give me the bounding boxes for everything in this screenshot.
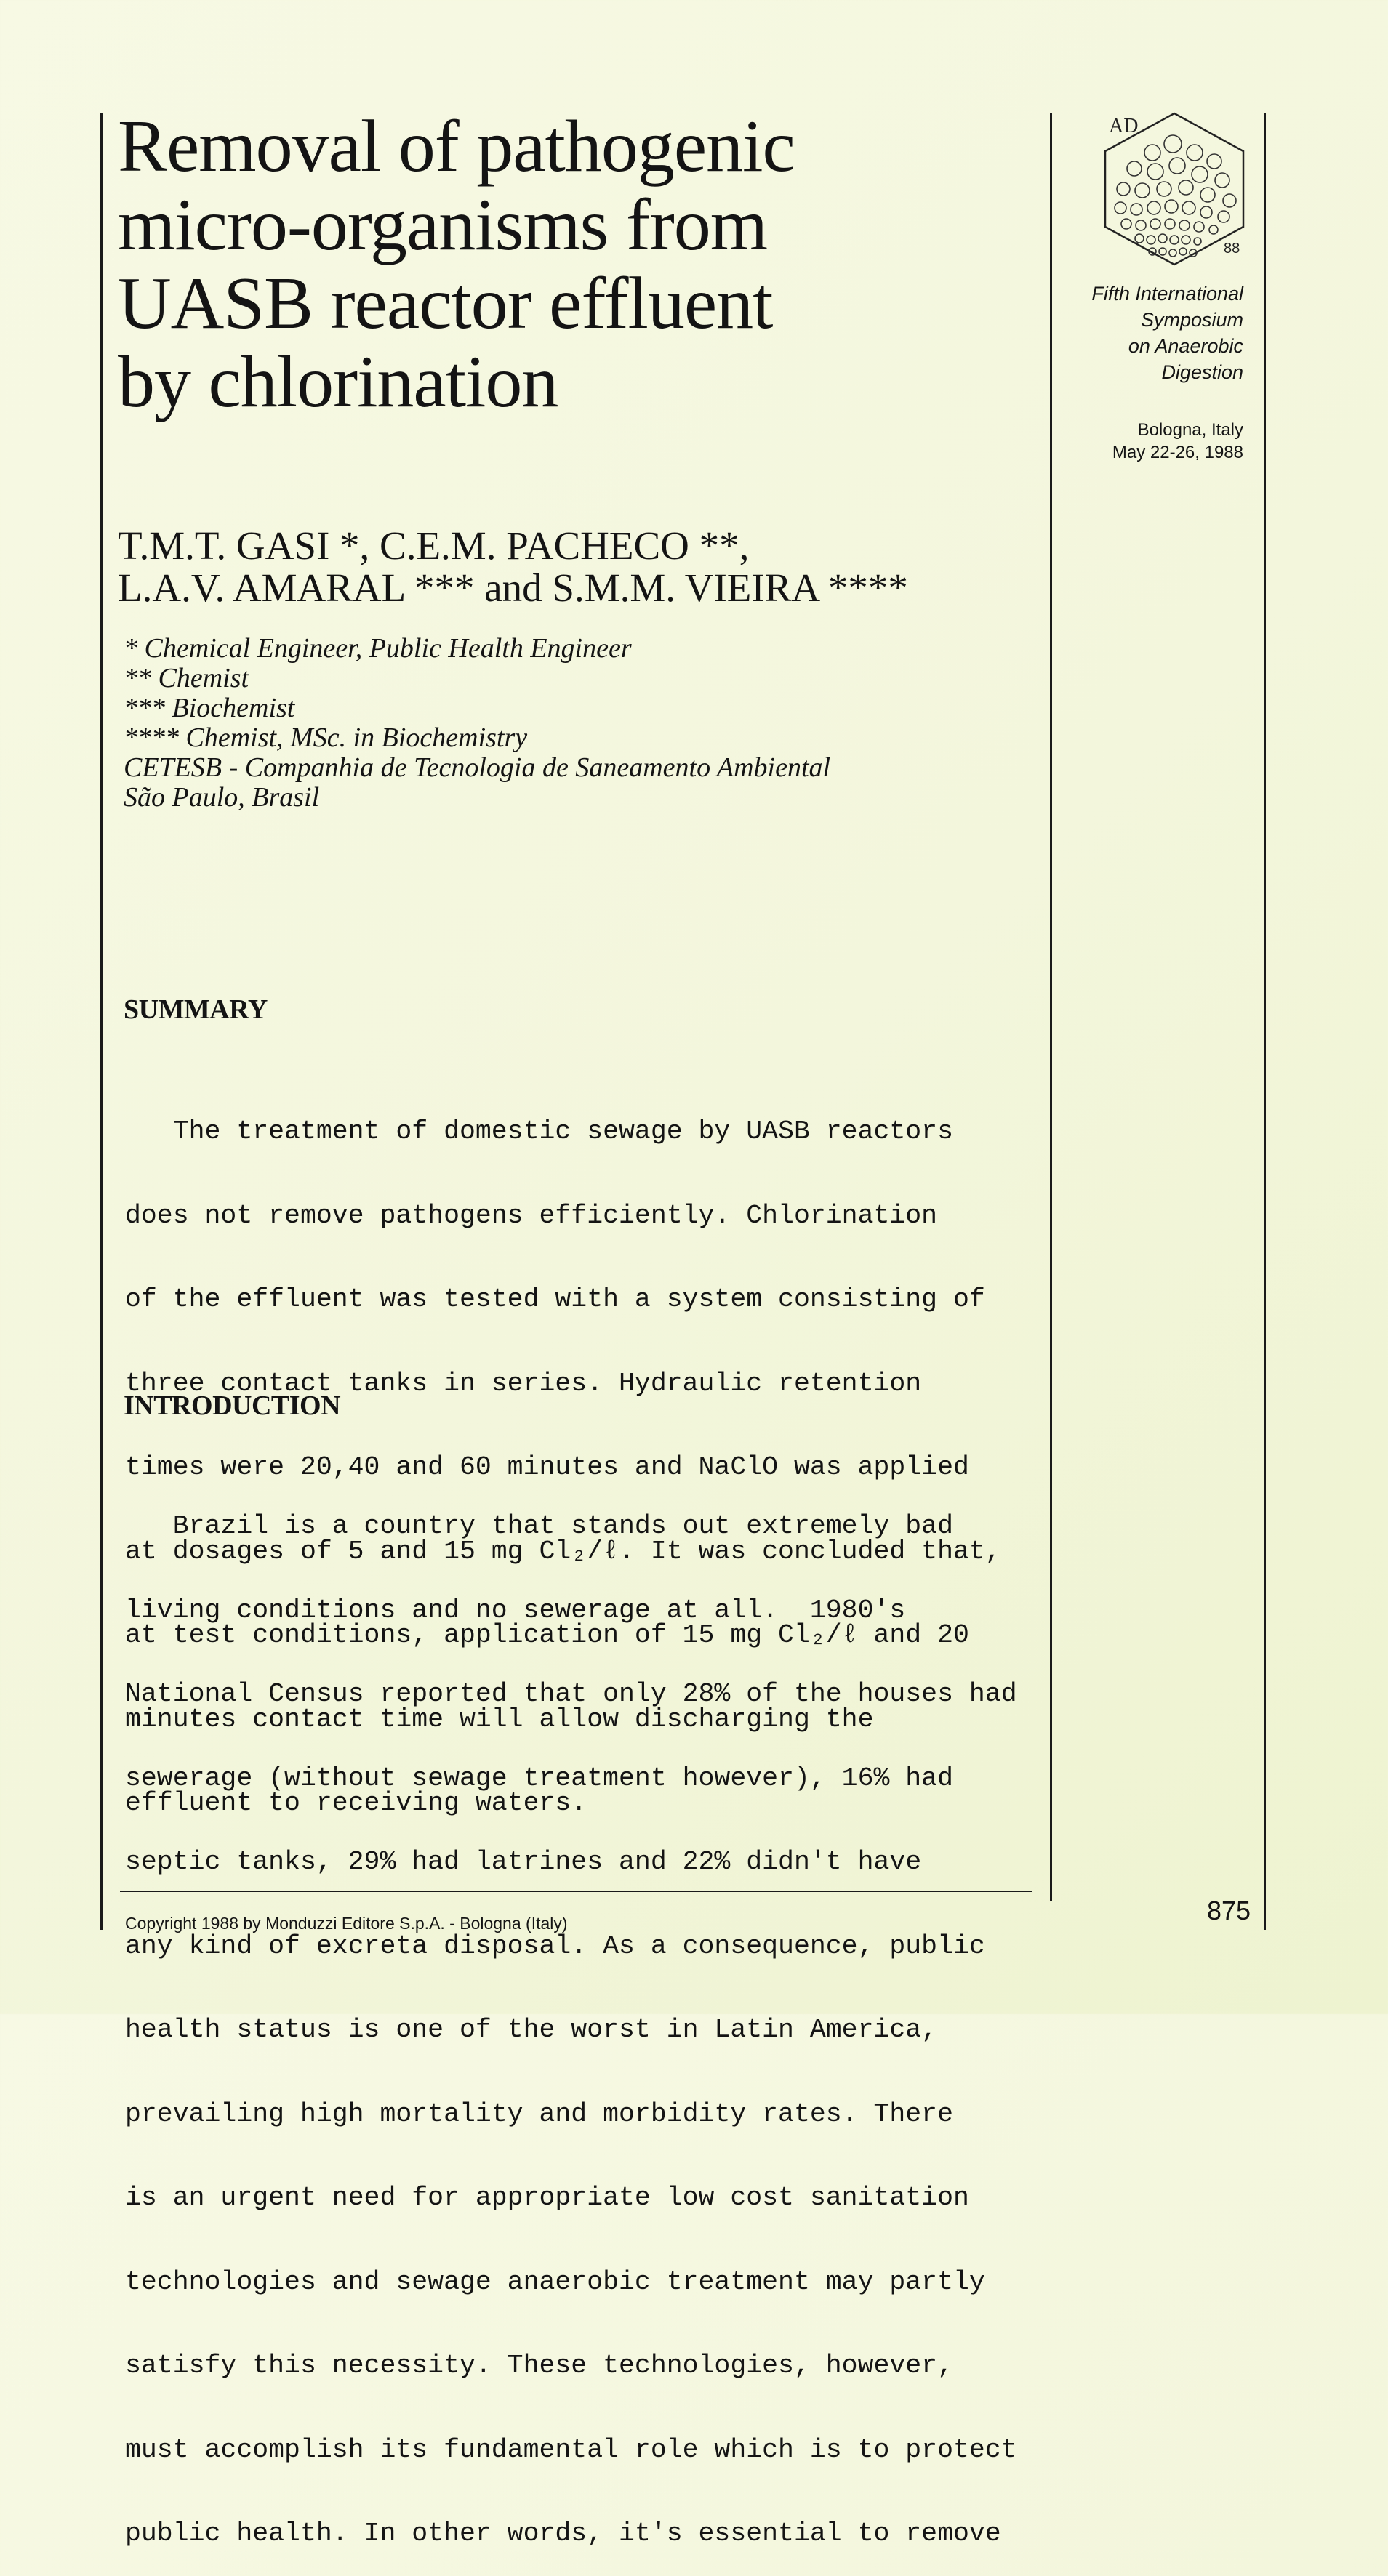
introduction-line: must accomplish its fundamental role which is to protect: [125, 2434, 1017, 2465]
introduction-heading: INTRODUCTION: [124, 1390, 341, 1421]
summary-line: minutes contact time will allow discharging the: [125, 1704, 874, 1734]
conference-name-line: Fifth International: [1091, 283, 1243, 305]
introduction-line: prevailing high mortality and morbidity rates. There: [125, 2098, 953, 2129]
conference-name-line: Symposium: [1140, 309, 1243, 331]
affiliation-line: São Paulo, Brasil: [124, 782, 320, 813]
summary-line: effluent to receiving waters.: [125, 1788, 587, 1818]
introduction-line: living conditions and no sewerage at all. 1980's: [125, 1595, 906, 1625]
summary-line: of the effluent was tested with a system consisting of: [125, 1284, 985, 1314]
conference-location: Bologna, Italy: [1137, 420, 1243, 440]
affiliation-line: *** Biochemist: [124, 693, 295, 723]
authors: [118, 525, 990, 609]
affiliation-line: * Chemical Engineer, Public Health Engineer: [124, 633, 632, 664]
summary-line: times were 20,40 and 60 minutes and NaClO was applied: [125, 1452, 969, 1482]
introduction-body: [125, 1457, 1017, 2576]
right-margin-rule: [1264, 113, 1266, 1930]
page-number: 875: [1207, 1896, 1251, 1925]
authors-line: T.M.T. GASI *, C.E.M. PACHECO **,: [118, 523, 750, 568]
introduction-line: any kind of excreta disposal. As a consequence, public: [125, 1931, 985, 1961]
conference-name: [1018, 281, 1243, 385]
introduction-line: health status is one of the worst in Latin America,: [125, 2015, 938, 2045]
ad88-hexagon-logo-icon: [1094, 110, 1254, 267]
authors-line: L.A.V. AMARAL *** and S.M.M. VIEIRA ****: [118, 565, 908, 610]
summary-heading: SUMMARY: [124, 994, 268, 1025]
title-line: Removal of pathogenic: [118, 105, 795, 188]
introduction-line: satisfy this necessity. These technologies, however,: [125, 2351, 953, 2380]
copyright-notice: Copyright 1988 by Monduzzi Editore S.p.A. - Bologna (Italy): [125, 1914, 568, 1933]
left-margin-rule: [100, 113, 103, 1930]
conference-name-line: Digestion: [1161, 361, 1243, 383]
conference-dates: May 22-26, 1988: [1112, 443, 1243, 462]
conference-place: [1018, 419, 1243, 464]
affiliation-line: ** Chemist: [124, 663, 249, 693]
logo-year: 88: [1224, 241, 1240, 257]
affiliations: [124, 634, 996, 813]
affiliation-line: **** Chemist, MSc. in Biochemistry: [124, 723, 528, 753]
conference-name-line: on Anaerobic: [1128, 335, 1243, 357]
introduction-line: Brazil is a country that stands out extremely bad: [125, 1511, 953, 1541]
summary-line: at dosages of 5 and 15 mg Cl₂/ℓ. It was concluded that,: [125, 1536, 1001, 1566]
introduction-line: sewerage (without sewage treatment however), 16% had: [125, 1763, 953, 1793]
logo-letters: AD: [1109, 115, 1139, 137]
introduction-line: technologies and sewage anaerobic treatment may partly: [125, 2266, 985, 2297]
affiliation-line: CETESB - Companhia de Tecnologia de Saneamento Ambiental: [124, 752, 831, 783]
introduction-line: public health. In other words, it's essential to remove: [125, 2519, 1001, 2548]
introduction-line: National Census reported that only 28% of the houses had: [125, 1679, 1017, 1709]
introduction-line: is an urgent need for appropriate low cost sanitation: [125, 2183, 969, 2213]
title-line: micro-organisms from: [118, 184, 768, 266]
paper-title: [118, 105, 1012, 423]
summary-line: at test conditions, application of 15 mg Cl₂/ℓ and 20: [125, 1620, 969, 1650]
title-line: UASB reactor effluent: [118, 262, 773, 345]
summary-line: does not remove pathogens efficiently. Chlorination: [125, 1200, 938, 1231]
summary-line: three contact tanks in series. Hydraulic retention: [125, 1368, 922, 1398]
summary-line: The treatment of domestic sewage by UASB reactors: [125, 1116, 953, 1146]
title-line: by chlorination: [118, 341, 558, 423]
introduction-line: septic tanks, 29% had latrines and 22% didn't have: [125, 1847, 922, 1877]
